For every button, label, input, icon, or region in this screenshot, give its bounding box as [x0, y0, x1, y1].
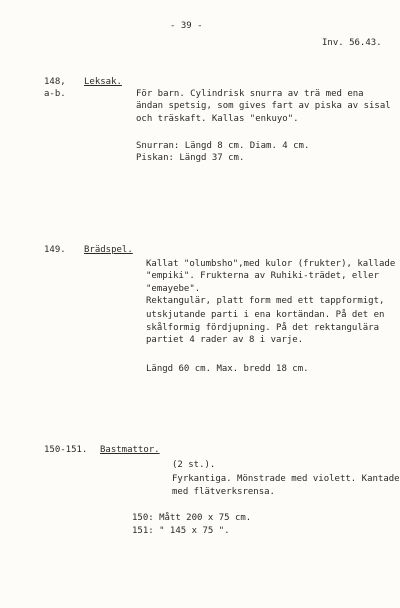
entry-measure-line: Piskan: Längd 37 cm.: [136, 153, 245, 163]
entry-number: 149.: [44, 245, 66, 255]
entry-text-line: Fyrkantiga. Mönstrade med violett. Kantade: [172, 474, 400, 484]
entry-title: Leksak.: [84, 77, 122, 87]
entry-text-line: (2 st.).: [172, 460, 216, 470]
entry-measure-line: 151: " 145 x 75 ".: [132, 526, 230, 536]
entry-text-line: och träskaft. Kallas "enkuyo".: [136, 114, 299, 124]
entry-title: Bastmattor.: [100, 445, 160, 455]
entry-number: 148,: [44, 77, 66, 87]
entry-text-line: med flätverksrensa.: [172, 487, 275, 497]
entry-measure-line: Längd 60 cm. Max. bredd 18 cm.: [146, 364, 309, 374]
entry-text-line: Rektangulär, platt form med ett tappformigt,: [146, 296, 385, 306]
entry-text-line: skålformig fördjupning. På det rektangulära: [146, 323, 379, 333]
entry-measure-line: 150: Mått 200 x 75 cm.: [132, 513, 252, 523]
entry-subnumber: a-b.: [44, 89, 66, 99]
page-number: - 39 -: [170, 21, 203, 31]
entry-text-line: ändan spetsig, som gives fart av piska av sisal: [136, 101, 391, 111]
entry-measure-line: Snurran: Längd 8 cm. Diam. 4 cm.: [136, 141, 310, 151]
entry-text-line: "empiki". Frukterna av Ruhiki-trädet, eller: [146, 271, 379, 281]
entry-number: 150-151.: [44, 445, 88, 455]
entry-text-line: "emayebe".: [146, 284, 201, 294]
entry-text-line: partiet 4 rader av 8 i varje.: [146, 335, 304, 345]
entry-text-line: Kallat "olumbsho",med kulor (frukter), kallade: [146, 259, 396, 269]
entry-text-line: utskjutande parti i ena kortändan. På det en: [146, 310, 385, 320]
inventory-number: Inv. 56.43.: [322, 38, 382, 48]
entry-text-line: För barn. Cylindrisk snurra av trä med ena: [136, 89, 364, 99]
entry-title: Brädspel.: [84, 245, 133, 255]
